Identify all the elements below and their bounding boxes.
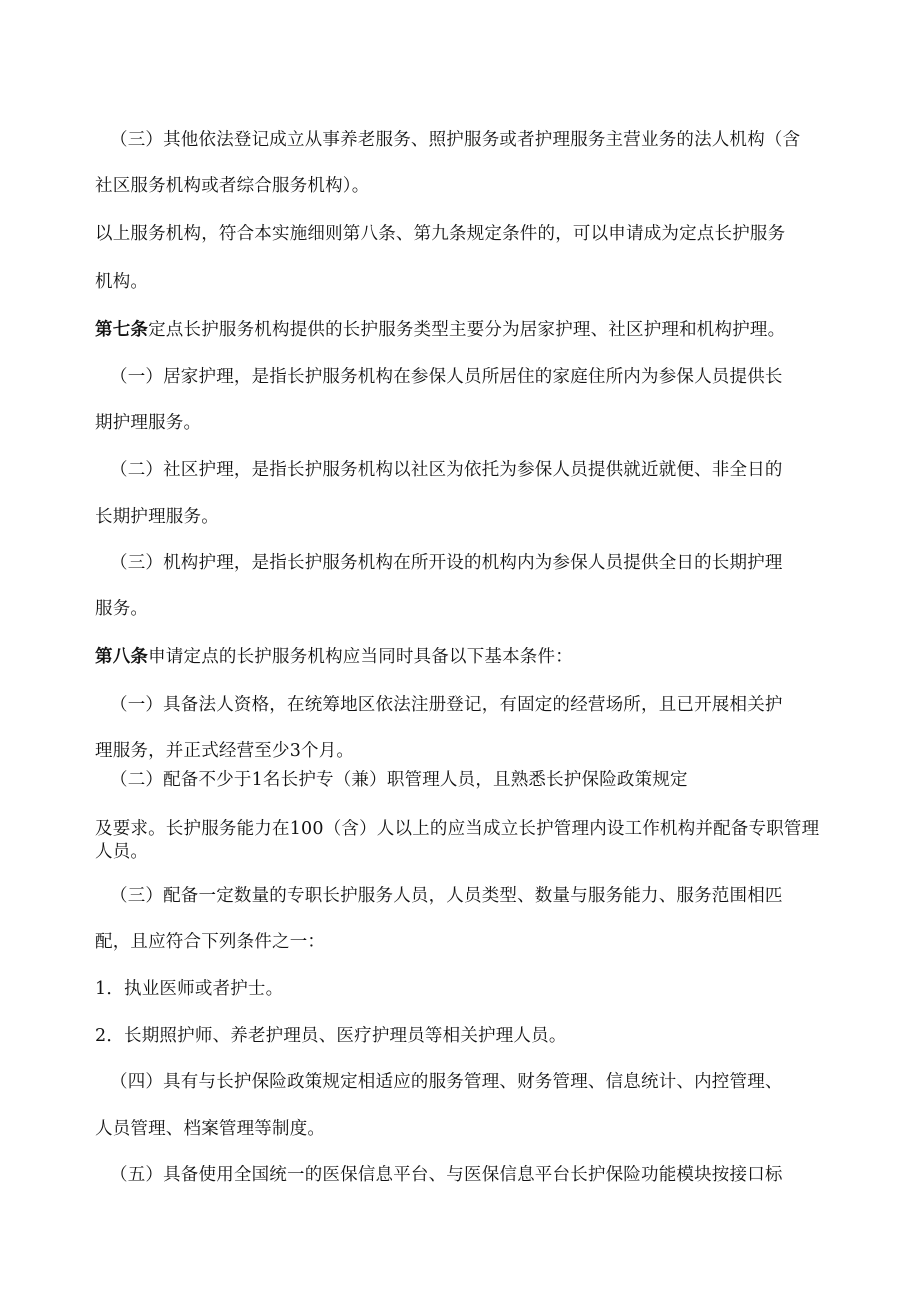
para-9-line-2: 及要求。长护服务能力在100（含）人以上的应当成立长护管理内设工作机构并配备专职管理 (95, 819, 820, 839)
list-item-1: 1．执业医师或者护士。 (95, 979, 284, 999)
para-6-line-1: （三）机构护理，是指长护服务机构在所开设的机构内为参保人员提供全日的长期护理 (110, 553, 783, 573)
para-9-line-1: （二）配备不少于1名长护专（兼）职管理人员，且熟悉长护保险政策规定 (110, 770, 688, 790)
para-4-line-2: 期护理服务。 (95, 413, 202, 433)
para-13-line-1: （四）具有与长护保险政策规定相适应的服务管理、财务管理、信息统计、内控管理、 (110, 1072, 783, 1092)
para-5-line-2: 长期护理服务。 (95, 507, 219, 527)
article-7-heading: 第七条 (95, 320, 149, 340)
para-2-line-2: 机构。 (95, 272, 149, 292)
article-7-text: 定点长护服务机构提供的长护服务类型主要分为居家护理、社区护理和机构护理。 (148, 320, 786, 340)
para-10-line-2: 配，且应符合下列条件之一： (95, 932, 326, 952)
para-13-line-2: 人员管理、档案管理等制度。 (95, 1119, 326, 1139)
list-item-2: 2．长期照护师、养老护理员、医疗护理员等相关护理人员。 (95, 1026, 567, 1046)
para-10-line-1: （三）配备一定数量的专职长护服务人员，人员类型、数量与服务能力、服务范围相匹 (110, 886, 783, 906)
article-8-heading: 第八条 (95, 647, 149, 667)
para-14-line-1: （五）具备使用全国统一的医保信息平台、与医保信息平台长护保险功能模块按接口标 (110, 1165, 783, 1185)
article-7 (95, 318, 885, 342)
para-6-line-2: 服务。 (95, 599, 149, 619)
para-1-line-1: （三）其他依法登记成立从事养老服务、照护服务或者护理服务主营业务的法人机构（含 (110, 130, 801, 150)
para-2-line-1: 以上服务机构，符合本实施细则第八条、第九条规定条件的，可以申请成为定点长护服务 (95, 224, 786, 244)
para-8-line-1: （一）具备法人资格，在统筹地区依法注册登记，有固定的经营场所，且已开展相关护 (110, 695, 783, 715)
para-5-line-1: （二）社区护理，是指长护服务机构以社区为依托为参保人员提供就近就便、非全日的 (110, 460, 783, 480)
article-8-text: 申请定点的长护服务机构应当同时具备以下基本条件： (148, 647, 573, 667)
para-9-line-3: 人员。 (95, 842, 149, 862)
article-8 (95, 645, 875, 669)
para-4-line-1: （一）居家护理，是指长护服务机构在参保人员所居住的家庭住所内为参保人员提供长 (110, 367, 783, 387)
para-8-line-2: 理服务，并正式经营至少3个月。 (95, 741, 355, 761)
para-1-line-2: 社区服务机构或者综合服务机构）。 (95, 176, 370, 196)
